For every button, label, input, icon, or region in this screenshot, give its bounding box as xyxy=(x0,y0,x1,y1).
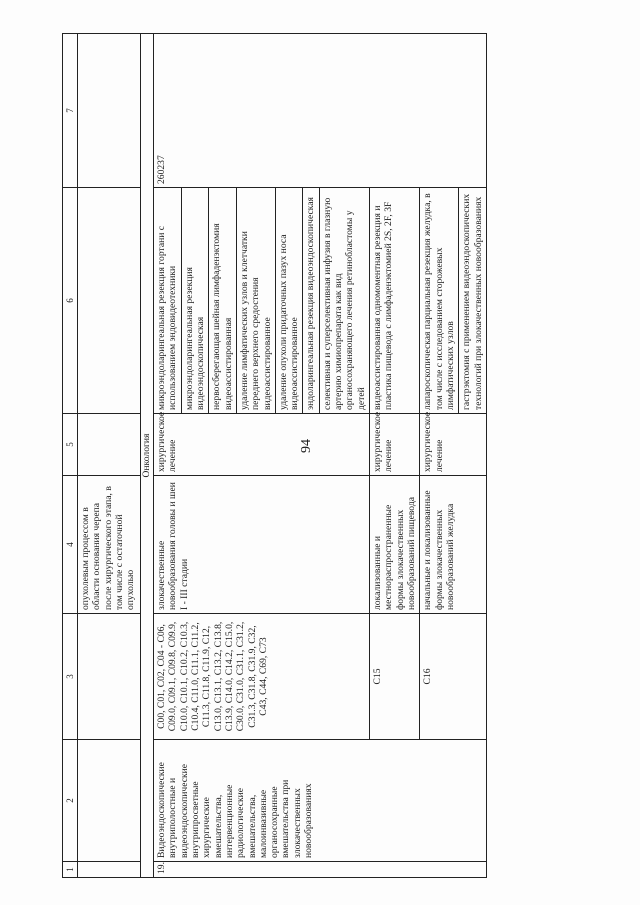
col-number: 6 xyxy=(63,188,78,414)
method-item: селективная и суперселективная инфузия в глазную артерию химиопрепарата как вид органосохраняющего лечения ретинобластомы у детей xyxy=(321,197,367,410)
procedures-table xyxy=(62,33,487,878)
section-title: Онкология xyxy=(141,34,154,878)
method-item: нервосберегающая шейная лимфаденэктомия видеоассистированная xyxy=(209,188,237,413)
methods-cell xyxy=(370,188,420,414)
method-item: видеоассистированная одномоментная резекция и пластика пищевода с лимфаденэктомией 2S, 2F, 3F xyxy=(372,201,395,410)
treatment-type: хирургическое лечение xyxy=(420,414,487,476)
table-row xyxy=(154,34,370,878)
diagnosis: начальные и локализованные формы злокачественных новообразований желудка xyxy=(420,476,487,614)
diagnosis: злокачественные новообразования головы и шеи I - III стадии xyxy=(154,476,370,614)
methods-cell xyxy=(154,188,370,414)
method-item: гастрэктомия с применением видеоэндоскопических технологий при злокачественных новообразованиях xyxy=(461,193,484,410)
cost-value: 260237 xyxy=(154,34,487,188)
method-item: микроэндоларингеальная резекция видеоэндоскопическая xyxy=(182,188,210,413)
icd-codes: C00, C01, C02, C04 - C06, C09.0, C09.1, C09.8, C09.9, C10.0, C10.1, C10.2, C10.3, C10.4, C11.0, C11.1, C11.2, C11.3, C11.8, C11.9, C12, C13.0, C13.1, C13.2, C13.8, C13.9, C14.0, C14.2, C15.0, C30.0, C31.0, C31.1, C31.2, C31.3, C31.8, C31.9, C32, C43, C44, C69, C73 xyxy=(154,614,370,740)
row-number: 19. xyxy=(154,862,487,878)
col-number: 3 xyxy=(63,614,78,740)
method-item: эндоларингеальная резекция видеоэндоскопическая xyxy=(303,188,319,413)
treatment-type: хирургическое лечение xyxy=(154,414,370,476)
diagnosis: локализованные и местнораспространенные формы злокачественных новообразований пищевода xyxy=(370,476,420,614)
column-numbers-row xyxy=(63,34,78,878)
treatment-type: хирургическое лечение xyxy=(370,414,420,476)
section-row xyxy=(141,34,154,878)
method-item: удаление опухоли придаточных пазух носа видеоассистированное xyxy=(276,188,304,413)
method-item: лапароскопическая парциальная резекция желудка, в том числе с исследованием сторожевых лимфатических узлов xyxy=(420,188,459,413)
page-number: 94 xyxy=(299,439,314,453)
col-number: 5 xyxy=(63,414,78,476)
continuation-text: опухолевым процессом в области основания черепа после хирургического этапа, в том числе с остаточной опухолью xyxy=(78,476,141,614)
col-number: 2 xyxy=(63,740,78,862)
icd-codes: C16 xyxy=(420,614,487,740)
icd-codes: C15 xyxy=(370,614,420,740)
continuation-row xyxy=(78,34,141,878)
methods-cell xyxy=(420,188,487,414)
col-number: 1 xyxy=(63,862,78,878)
procedure-group: Видеоэндоскопические внутриполостные и видеоэндоскопические внутрипросветные хирургические вмешательства, интервенционные радиологические вмешательства, малоинвазивные органосохранные вмешательства при злокачественных новообразованиях xyxy=(154,740,487,862)
col-number: 7 xyxy=(63,34,78,188)
method-item: удаление лимфатических узлов и клетчатки переднего верхнего средостения видеоассистированное xyxy=(237,188,276,413)
col-number: 4 xyxy=(63,476,78,614)
rotated-table-container xyxy=(62,33,582,878)
method-item: микроэндоларингеальная резекция гортани с использованием эндовидеотехники xyxy=(154,188,182,413)
